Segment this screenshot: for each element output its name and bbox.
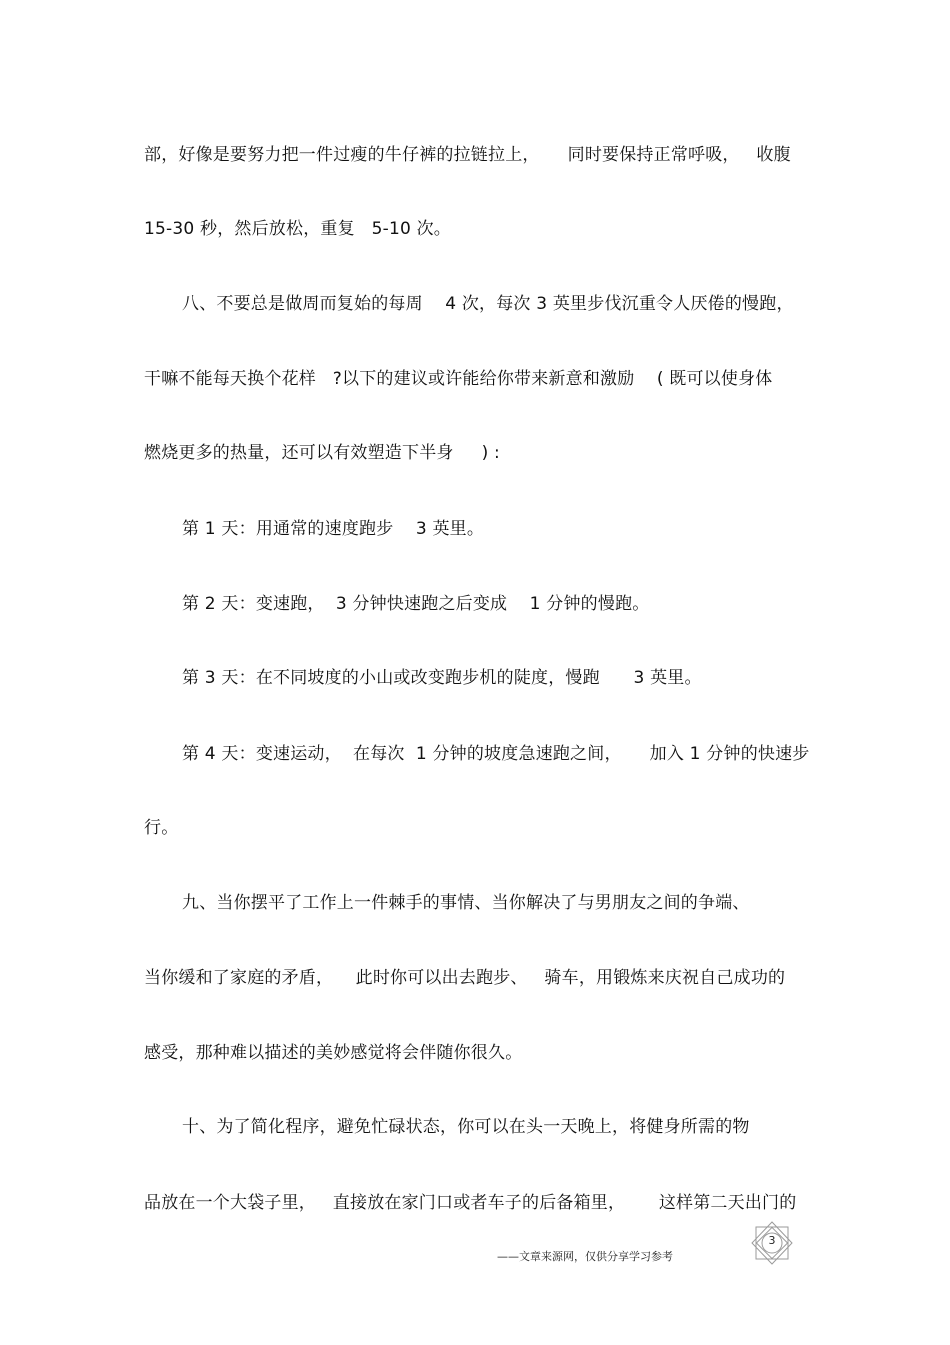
page-number: 3 xyxy=(768,1234,776,1247)
text-line: 第 4 天：变速运动， 在每次 1 分钟的坡度急速跑之间， 加入 1 分钟的快速步 xyxy=(182,744,810,764)
text-line: 十、为了简化程序，避免忙碌状态，你可以在头一天晚上，将健身所需的物 xyxy=(182,1117,750,1137)
text-line: 感受，那种难以描述的美妙感觉将会伴随你很久。 xyxy=(144,1043,523,1063)
text-line: 八、不要总是做周而复始的每周 4 次，每次 3 英里步伐沉重令人厌倦的慢跑， xyxy=(182,294,794,314)
text-line: 部，好像是要努力把一件过瘦的牛仔裤的拉链拉上， 同时要保持正常呼吸， 收腹 xyxy=(144,145,791,165)
text-line: 燃烧更多的热量，还可以有效塑造下半身 ) : xyxy=(144,443,500,463)
text-line: 第 1 天：用通常的速度跑步 3 英里。 xyxy=(182,519,485,539)
text-line: 干嘛不能每天换个花样 ?以下的建议或许能给你带来新意和激励 ( 既可以使身体 xyxy=(144,369,773,389)
text-line: 第 3 天：在不同坡度的小山或改变跑步机的陡度，慢跑 3 英里。 xyxy=(182,668,702,688)
text-line: 行。 xyxy=(144,818,179,838)
page-number-badge xyxy=(748,1221,796,1265)
text-line: 15-30 秒，然后放松，重复 5-10 次。 xyxy=(144,219,451,239)
text-line: 第 2 天：变速跑， 3 分钟快速跑之后变成 1 分钟的慢跑。 xyxy=(182,594,650,614)
text-line: 品放在一个大袋子里， 直接放在家门口或者车子的后备箱里， 这样第二天出门的 xyxy=(144,1193,797,1213)
text-line: 九、当你摆平了工作上一件棘手的事情、当你解决了与男朋友之间的争端、 xyxy=(182,893,750,913)
footer-source-note: ——文章来源网，仅供分享学习参考 xyxy=(497,1250,673,1263)
text-line: 当你缓和了家庭的矛盾， 此时你可以出去跑步、 骑车，用锻炼来庆祝自己成功的 xyxy=(144,968,786,988)
